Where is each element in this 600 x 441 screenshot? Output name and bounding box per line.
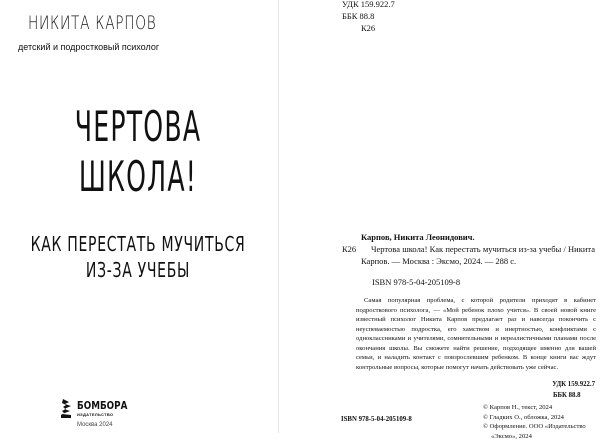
publisher-sub: ИЗДАТЕЛЬСТВО [77, 412, 114, 417]
publisher-figure-icon [60, 398, 74, 418]
catalog-udk: УДК 159.922.7 [552, 381, 595, 388]
bottom-isbn: ISBN 978-5-04-205109-8 [341, 416, 412, 423]
copyright-block [483, 403, 586, 441]
annotation: Самая популярная проблема, с которой родители приходят в кабинет подросткового психолога, — «Мой ребенок плохо учится». В своей новой книге известный психолог Никита Карпов предлагает раз и навсегда покончить с неуспеваемостью подростка, его хамством и инертностью, конфликтами с одноклассниками и учителями, сомнительными и нереалистичными планами после окончания школы. Вы сможете найти решение, подходящее именно для вашей семьи, и наладить контакт с повзрослевшим ребенком. В конце книги вас ждут контрольные вопросы, которые помогут начать действовать уже сейчас. [356, 297, 596, 371]
book-author: НИКИТА КАРПОВ [28, 12, 157, 34]
copyright-line: © Карпов Н., текст, 2024 [483, 404, 553, 411]
catalog-isbn: ISBN 978-5-04-205109-8 [372, 277, 461, 287]
author-role: детский и подростковый психолог [18, 42, 160, 52]
copyright-line: © Оформление. ООО «Издательство [483, 423, 586, 431]
catalog-description: Чертова школа! Как перестать мучиться из-за учебы / Никита Карпов. — Москва : Эксмо, 2024. — 288 с. [361, 244, 595, 266]
top-bbk: ББК 88.8 [342, 11, 375, 21]
top-code: К26 [361, 23, 376, 33]
book-title-line-1: ЧЕРТОВА [74, 102, 202, 151]
catalog-author: Карпов, Никита Леонидович. [361, 232, 475, 242]
book-subtitle-line-2: ИЗ-ЗА УЧЕБЫ [85, 258, 191, 282]
catalog-bbk: ББК 88.8 [553, 392, 581, 399]
catalog-code: К26 [342, 244, 357, 254]
page-divider [278, 0, 279, 433]
book-subtitle-line-1: КАК ПЕРЕСТАТЬ МУЧИТЬСЯ [30, 232, 246, 256]
book-title-line-2: ШКОЛА! [78, 152, 198, 201]
top-udk: УДК 159.922.7 [342, 0, 395, 9]
publisher-logo [60, 398, 140, 418]
publisher-name: БОМБОРА [77, 399, 128, 412]
city-year: Москва 2024 [77, 422, 113, 428]
copyright-line: «Эксмо», 2024 [491, 432, 532, 440]
copyright-line: © Гладких О., обложка, 2024 [483, 413, 564, 421]
